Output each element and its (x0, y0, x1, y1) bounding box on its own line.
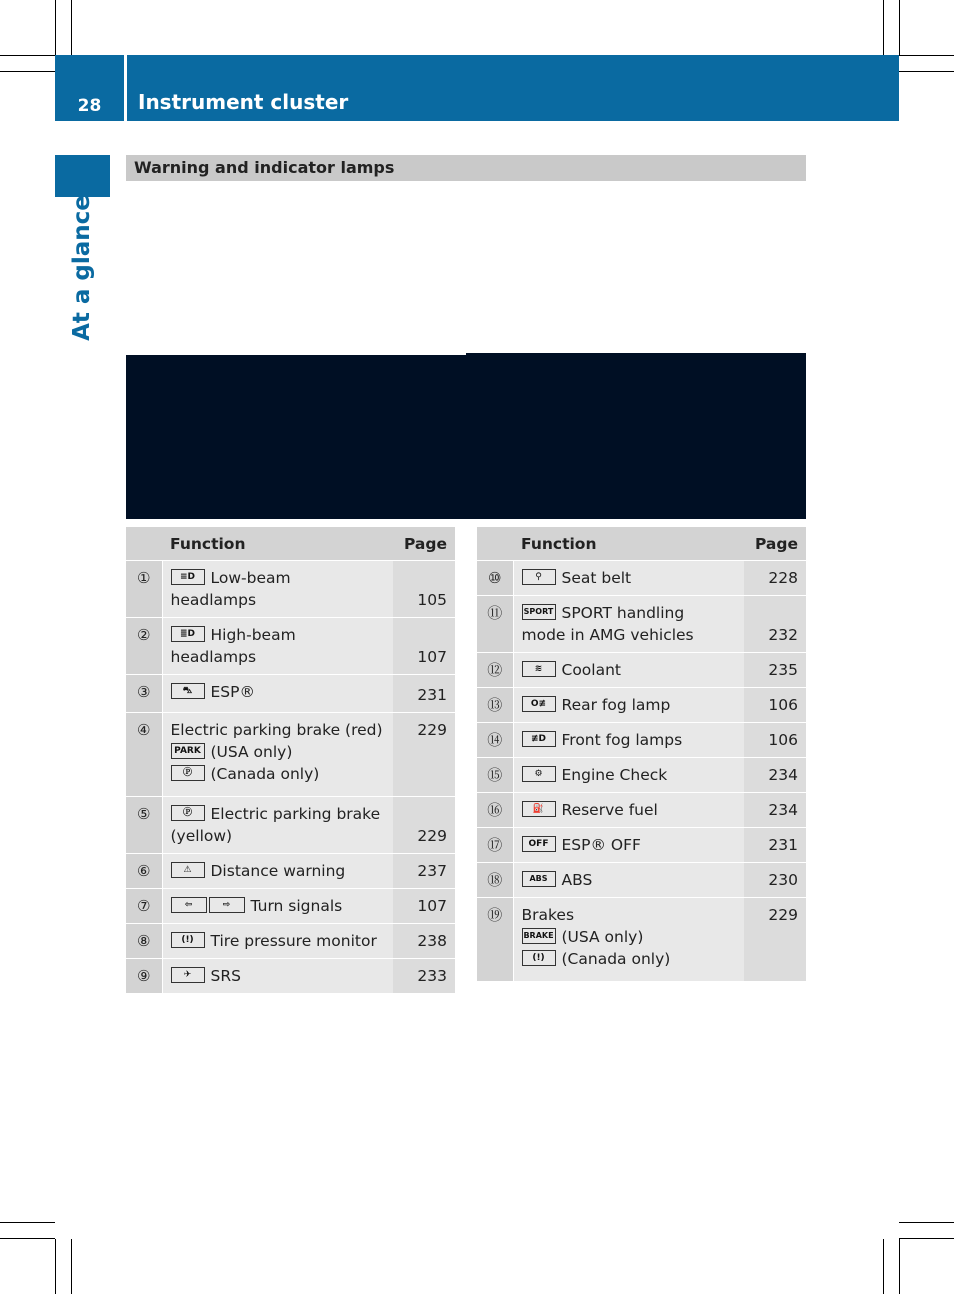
lamps-table-right (477, 527, 806, 982)
crop-mark (0, 1222, 55, 1223)
coolant-icon: ≋ (522, 661, 556, 677)
table-header-row (477, 527, 806, 561)
crop-mark (899, 55, 954, 56)
row-number: ⑧ (126, 924, 162, 959)
function-text: (Canada only) (210, 765, 320, 783)
crop-mark (899, 0, 900, 55)
table-row (477, 828, 806, 863)
function-text: Electric parking brake (red) (170, 721, 383, 739)
chapter-title: Instrument cluster (138, 90, 349, 114)
page-reference: 238 (393, 924, 455, 959)
page-reference: 106 (744, 723, 806, 758)
number-column-header (126, 527, 162, 561)
table-row (126, 675, 455, 713)
function-text: Coolant (561, 661, 621, 679)
row-number: ⑦ (126, 889, 162, 924)
row-function (162, 675, 393, 713)
side-tab-marker (55, 155, 110, 197)
row-number: ⑱ (477, 863, 513, 898)
row-number: ⑬ (477, 688, 513, 723)
function-column-header: Function (162, 527, 393, 561)
page-reference: 235 (744, 653, 806, 688)
row-function (162, 713, 393, 797)
row-number: ⑤ (126, 797, 162, 854)
function-text: (yellow) (170, 827, 233, 845)
page-reference: 229 (393, 797, 455, 854)
table-row (477, 596, 806, 653)
section-heading (126, 155, 806, 181)
page-reference: 230 (744, 863, 806, 898)
crop-mark (55, 0, 56, 55)
row-number: ⑫ (477, 653, 513, 688)
function-text: SRS (210, 967, 241, 985)
crop-mark (899, 1239, 900, 1294)
page-reference: 105 (393, 561, 455, 618)
row-function (162, 854, 393, 889)
sport-icon: SPORT (522, 604, 556, 620)
page-reference: 231 (744, 828, 806, 863)
function-subline (522, 948, 737, 970)
crop-mark (0, 71, 55, 72)
function-text: Reserve fuel (561, 801, 658, 819)
table-row (477, 723, 806, 758)
page-reference: 234 (744, 758, 806, 793)
table-row (126, 713, 455, 797)
row-function (513, 828, 744, 863)
srs-icon: ✈ (171, 967, 205, 983)
table-row (477, 561, 806, 596)
crop-mark (55, 1239, 56, 1294)
function-text: SPORT handling (561, 604, 685, 622)
table-row (477, 653, 806, 688)
page-column-header: Page (393, 527, 455, 561)
row-number: ⑯ (477, 793, 513, 828)
function-text: ABS (561, 871, 593, 889)
table-row (126, 618, 455, 675)
row-function (162, 618, 393, 675)
page-reference: 232 (744, 596, 806, 653)
function-text: Electric parking brake (210, 805, 381, 823)
row-number: ⑥ (126, 854, 162, 889)
table-row (477, 793, 806, 828)
table-row (126, 561, 455, 618)
turn-signal-right-icon: ⇨ (209, 897, 245, 913)
page-reference: 229 (744, 898, 806, 982)
section-title: Warning and indicator lamps (134, 158, 395, 177)
crop-mark (71, 1239, 72, 1294)
function-text: Rear fog lamp (561, 696, 671, 714)
crop-mark (899, 71, 954, 72)
front-fog-lamp-icon: ≢D (522, 731, 556, 747)
page-reference: 233 (393, 959, 455, 994)
turn-signal-left-icon: ⇦ (171, 897, 207, 913)
page-reference: 234 (744, 793, 806, 828)
row-number: ④ (126, 713, 162, 797)
engine-check-icon: ⚙ (522, 766, 556, 782)
function-text: High-beam (210, 626, 296, 644)
row-number: ⑲ (477, 898, 513, 982)
function-subline (522, 926, 737, 948)
page-reference: 107 (393, 618, 455, 675)
function-text: mode in AMG vehicles (521, 626, 694, 644)
function-text: ESP® OFF (561, 836, 641, 854)
lamps-table-left (126, 527, 455, 994)
low-beam-icon: ≡D (171, 569, 205, 585)
seat-belt-icon: ⚲ (522, 569, 556, 585)
row-number: ② (126, 618, 162, 675)
crop-mark (883, 0, 884, 55)
function-text: (USA only) (210, 743, 293, 761)
brake-warning-icon: (!) (522, 950, 556, 966)
row-number: ⑪ (477, 596, 513, 653)
row-function (513, 723, 744, 758)
function-text: Distance warning (210, 862, 346, 880)
brake-icon: BRAKE (522, 928, 556, 944)
table-row (477, 863, 806, 898)
instrument-cluster-illustration (126, 353, 806, 519)
row-function (162, 959, 393, 994)
crop-mark (0, 1238, 55, 1239)
page-reference: 107 (393, 889, 455, 924)
function-text: ESP® (210, 683, 255, 701)
row-function (513, 561, 744, 596)
row-function (513, 863, 744, 898)
table-row (477, 688, 806, 723)
row-function (513, 898, 744, 982)
reserve-fuel-icon: ⛽ (522, 801, 556, 817)
row-number: ⑮ (477, 758, 513, 793)
row-number: ③ (126, 675, 162, 713)
crop-mark (883, 1239, 884, 1294)
park-icon: PARK (171, 743, 205, 759)
side-tab-label: At a glance (69, 195, 95, 341)
table-row (126, 924, 455, 959)
table-row (126, 889, 455, 924)
table-row (477, 758, 806, 793)
page-column-header: Page (744, 527, 806, 561)
parking-brake-icon: Ⓟ (171, 765, 205, 781)
function-subline (171, 741, 386, 763)
table-row (126, 854, 455, 889)
tire-pressure-icon: (!) (171, 932, 205, 948)
function-text: Low-beam (210, 569, 291, 587)
function-text: Engine Check (561, 766, 668, 784)
function-text: Turn signals (250, 897, 343, 915)
function-column-header: Function (513, 527, 744, 561)
esp-off-icon: OFF (522, 836, 556, 852)
row-function (162, 797, 393, 854)
row-number: ⑰ (477, 828, 513, 863)
crop-mark (899, 1222, 954, 1223)
parking-brake-icon: Ⓟ (171, 805, 205, 821)
abs-icon: ABS (522, 871, 556, 887)
illustration-edge (126, 353, 466, 355)
row-number: ① (126, 561, 162, 618)
row-number: ⑩ (477, 561, 513, 596)
function-text: Brakes (521, 906, 575, 924)
page-reference: 237 (393, 854, 455, 889)
function-text: Seat belt (561, 569, 632, 587)
row-function (513, 688, 744, 723)
row-number: ⑨ (126, 959, 162, 994)
row-function (513, 596, 744, 653)
esp-icon: ⛍ (171, 683, 205, 699)
number-column-header (477, 527, 513, 561)
rear-fog-lamp-icon: O≢ (522, 696, 556, 712)
high-beam-icon: ≣D (171, 626, 205, 642)
function-text: Front fog lamps (561, 731, 683, 749)
header-divider (124, 55, 127, 121)
row-function (162, 889, 393, 924)
page-reference: 231 (393, 675, 455, 713)
row-function (513, 758, 744, 793)
row-function (513, 793, 744, 828)
table-row (126, 959, 455, 994)
function-text: (Canada only) (561, 950, 671, 968)
page-number: 28 (77, 96, 102, 116)
table-header-row (126, 527, 455, 561)
crop-mark (899, 1238, 954, 1239)
row-number: ⑭ (477, 723, 513, 758)
page-reference: 228 (744, 561, 806, 596)
table-row (126, 797, 455, 854)
page-reference: 229 (393, 713, 455, 797)
function-subline (171, 763, 386, 785)
function-text: Tire pressure monitor (210, 932, 377, 950)
page-reference: 106 (744, 688, 806, 723)
row-function (162, 924, 393, 959)
distance-warning-icon: ⚠ (171, 862, 205, 878)
crop-mark (71, 0, 72, 55)
function-text: headlamps (170, 648, 257, 666)
row-function (513, 653, 744, 688)
function-text: headlamps (170, 591, 257, 609)
table-row (477, 898, 806, 982)
function-text: (USA only) (561, 928, 644, 946)
crop-mark (0, 55, 55, 56)
row-function (162, 561, 393, 618)
